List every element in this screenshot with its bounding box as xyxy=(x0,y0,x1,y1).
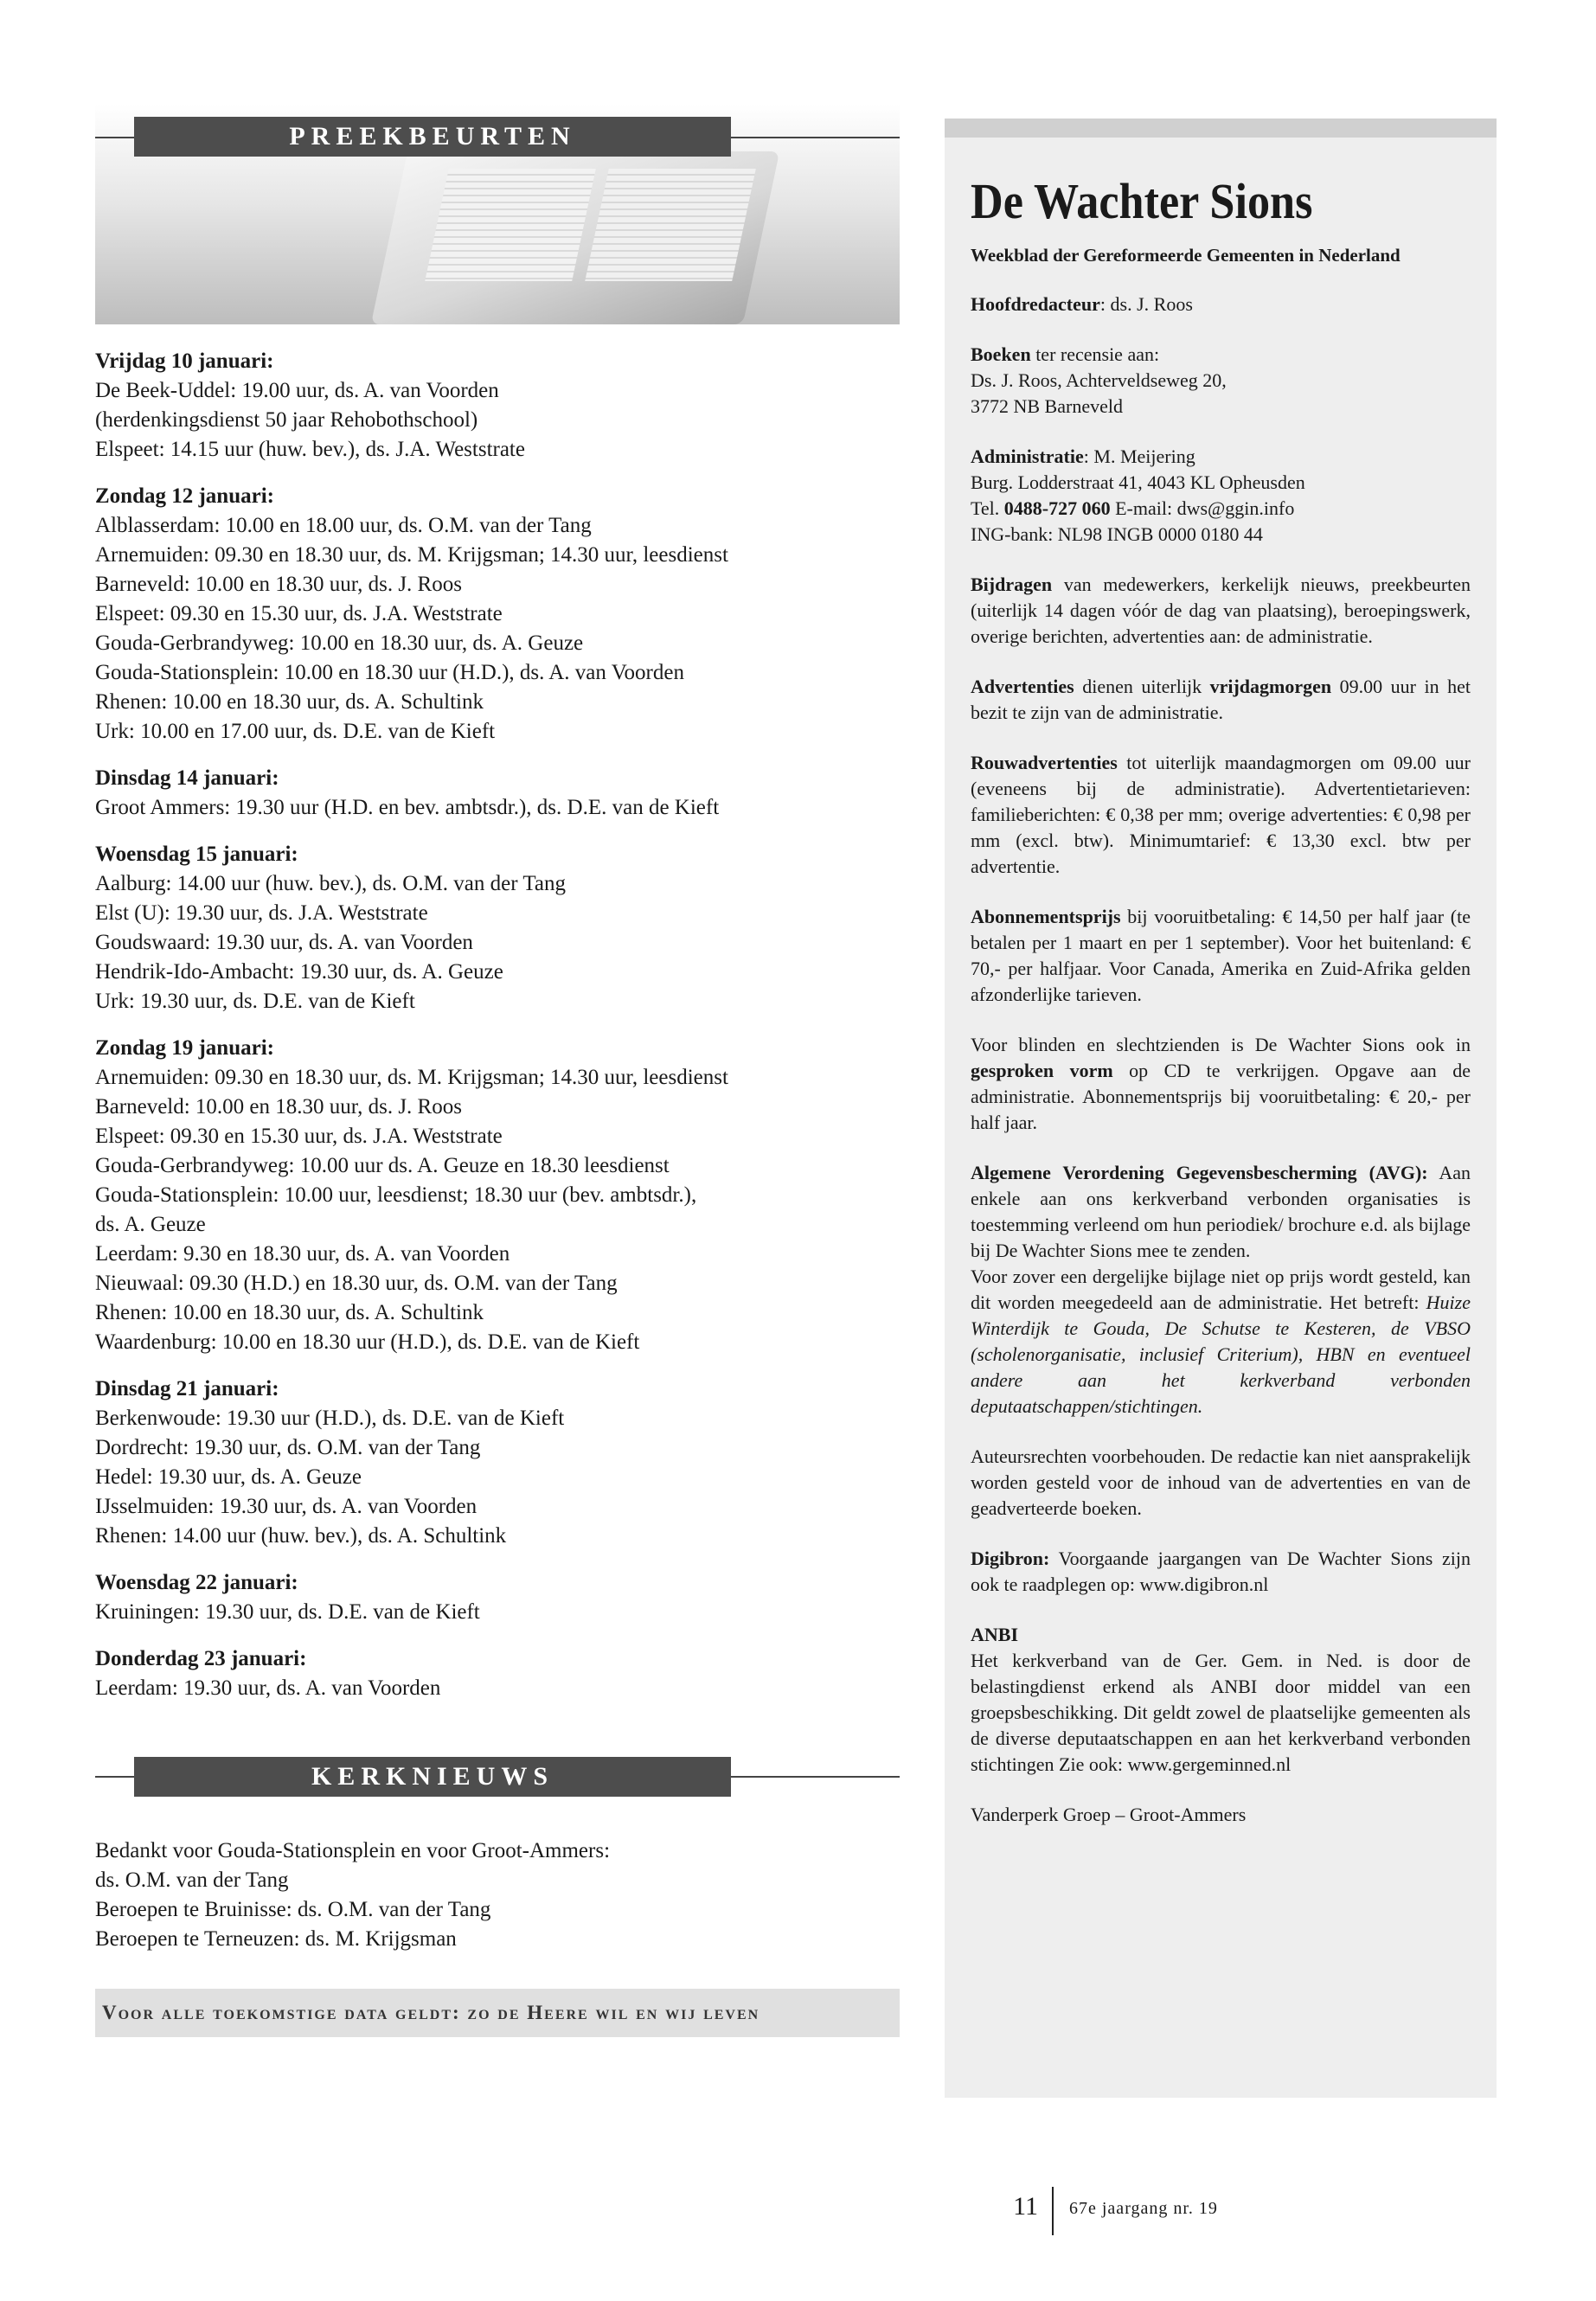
page-separator xyxy=(1052,2187,1054,2235)
magazine-subtitle: Weekblad der Gereformeerde Gemeenten in Nederland xyxy=(971,245,1401,266)
day-title: Woensdag 15 januari: xyxy=(95,843,298,866)
day-block xyxy=(95,1375,900,1551)
day-title: Dinsdag 14 januari: xyxy=(95,766,279,790)
service-line: Alblasserdam: 10.00 en 18.00 uur, ds. O.M. van der Tang xyxy=(95,514,592,537)
hoofdredacteur: Hoofdredacteur: ds. J. Roos xyxy=(971,293,1193,315)
service-line: Nieuwaal: 09.30 (H.D.) en 18.30 uur, ds. O.M. van der Tang xyxy=(95,1272,618,1295)
news-line: Bedankt voor Gouda-Stationsplein en voor Groot-Ammers: xyxy=(95,1839,611,1862)
service-line: Aalburg: 14.00 uur (huw. bev.), ds. O.M. van der Tang xyxy=(95,872,566,895)
masthead-column xyxy=(945,119,1497,2098)
preekbeurten-header xyxy=(95,104,900,324)
service-line: Rhenen: 10.00 en 18.30 uur, ds. A. Schultink xyxy=(95,690,484,714)
footer-note: Voor alle toekomstige data geldt: zo de Heere wil en wij leven xyxy=(95,1989,900,2037)
service-line: Arnemuiden: 09.30 en 18.30 uur, ds. M. Krijgsman; 14.30 uur, leesdienst xyxy=(95,1066,728,1089)
service-line: Barneveld: 10.00 en 18.30 uur, ds. J. Roos xyxy=(95,573,462,596)
day-block xyxy=(95,1034,900,1357)
service-line: De Beek-Uddel: 19.00 uur, ds. A. van Voorden xyxy=(95,379,499,402)
service-line: Elspeet: 09.30 en 15.30 uur, ds. J.A. Weststrate xyxy=(95,602,503,625)
news-line: Beroepen te Bruinisse: ds. O.M. van der Tang xyxy=(95,1898,491,1921)
service-line: Waardenburg: 10.00 en 18.30 uur (H.D.), ds. D.E. van de Kieft xyxy=(95,1330,640,1354)
rouwadvertenties: Rouwadvertenties tot uiterlijk maandagmorgen om 09.00 uur (eveneens bij de administratie). Advertentietarieven: familieberichten: € 0,38 per mm; overige advertenties: € 0,98 per mm (excl. btw). Minimumtarief: € 13,30 excl. btw per advertentie. xyxy=(971,752,1471,877)
boeken: Boeken ter recensie aan: Ds. J. Roos, Achterveldseweg 20, 3772 NB Barneveld xyxy=(971,343,1227,417)
service-line: Hendrik-Ido-Ambacht: 19.30 uur, ds. A. Geuze xyxy=(95,960,503,984)
service-line: IJsselmuiden: 19.30 uur, ds. A. van Voorden xyxy=(95,1495,478,1518)
page-number: 11 xyxy=(1013,2192,1038,2221)
service-line: Gouda-Gerbrandyweg: 10.00 en 18.30 uur, ds. A. Geuze xyxy=(95,631,584,655)
issue-label: 67e jaargang nr. 19 xyxy=(1069,2199,1218,2218)
kerknieuws-header xyxy=(95,1757,900,1797)
service-line: Rhenen: 14.00 uur (huw. bev.), ds. A. Schultink xyxy=(95,1524,507,1548)
service-line: Leerdam: 19.30 uur, ds. A. van Voorden xyxy=(95,1676,441,1700)
day-block xyxy=(95,840,900,1016)
day-title: Zondag 12 januari: xyxy=(95,484,274,508)
day-title: Vrijdag 10 januari: xyxy=(95,349,274,373)
service-line: Hedel: 19.30 uur, ds. A. Geuze xyxy=(95,1465,362,1489)
auteursrechten: Auteursrechten voorbehouden. De redactie kan niet aansprakelijk worden gesteld voor de inhoud van de advertenties en van de geadverteerde boeken. xyxy=(971,1445,1471,1519)
service-line: Elst (U): 19.30 uur, ds. J.A. Weststrate xyxy=(95,901,428,925)
preekbeurten-title: PREEKBEURTEN xyxy=(134,117,731,157)
service-line: Elspeet: 09.30 en 15.30 uur, ds. J.A. Weststrate xyxy=(95,1125,503,1148)
news-line: Beroepen te Terneuzen: ds. M. Krijgsman xyxy=(95,1927,457,1951)
preekbeurten-column xyxy=(95,104,900,2037)
masthead-box xyxy=(945,119,1497,2098)
service-line: Groot Ammers: 19.30 uur (H.D. en bev. ambtsdr.), ds. D.E. van de Kieft xyxy=(95,796,720,819)
service-line: Kruiningen: 19.30 uur, ds. D.E. van de Kieft xyxy=(95,1600,480,1624)
service-line: Urk: 19.30 uur, ds. D.E. van de Kieft xyxy=(95,990,415,1013)
service-line: Urk: 10.00 en 17.00 uur, ds. D.E. van de Kieft xyxy=(95,720,496,743)
day-block xyxy=(95,764,900,823)
administratie: Administratie: M. Meijering Burg. Lodderstraat 41, 4043 KL Opheusden Tel. 0488-727 060 E-mail: dws@ggin.info ING-bank: NL98 INGB 0000 0180 44 xyxy=(971,445,1305,545)
abonnementsprijs: Abonnementsprijs bij vooruitbetaling: € 14,50 per half jaar (te betalen per 1 maart en per 1 september). Voor het buitenland: € 70,- per halfjaar. Voor Canada, Amerika en Zuid-Afrika gelden afzonderlijke tarieven. xyxy=(971,906,1471,1005)
day-block xyxy=(95,347,900,465)
day-title: Woensdag 22 januari: xyxy=(95,1571,298,1594)
digibron: Digibron: Voorgaande jaargangen van De Wachter Sions zijn ook te raadplegen op: www.digibron.nl xyxy=(971,1548,1471,1595)
day-block xyxy=(95,1568,900,1627)
service-line: Gouda-Stationsplein: 10.00 uur, leesdienst; 18.30 uur (bev. ambtsdr.), xyxy=(95,1183,697,1207)
service-line: Gouda-Gerbrandyweg: 10.00 uur ds. A. Geuze en 18.30 leesdienst xyxy=(95,1154,670,1177)
avg: Algemene Verordening Gegevensbescherming (AVG): Aan enkele aan ons kerkverband verbonden organisaties is toestemming verleend om hun periodiek/ brochure e.d. als bijlage bij De Wachter Sions mee te zenden. Voor zover een dergelijke bijlage niet op prijs wordt gesteld, kan dit worden meegedeeld aan de administratie. Het betreft: Huize Winterdijk te Gouda, De Schutse te Kesteren, de VBSO (scholenorganisatie, inclusief Criterium), HBN en eventueel andere aan het kerkverband verbonden deputaatschappen/stichtingen. xyxy=(971,1162,1471,1417)
service-line: Elspeet: 14.15 uur (huw. bev.), ds. J.A. Weststrate xyxy=(95,438,525,461)
day-title: Zondag 19 januari: xyxy=(95,1036,274,1060)
printer: Vanderperk Groep – Groot-Ammers xyxy=(971,1804,1247,1825)
service-line: Barneveld: 10.00 en 18.30 uur, ds. J. Roos xyxy=(95,1095,462,1118)
gesproken-vorm: Voor blinden en slechtzienden is De Wachter Sions ook in gesproken vorm op CD te verkrijgen. Opgave aan de administratie. Abonnementsprijs bij vooruitbetaling: € 20,- per half jaar. xyxy=(971,1034,1471,1133)
day-block xyxy=(95,482,900,747)
service-line: Arnemuiden: 09.30 en 18.30 uur, ds. M. Krijgsman; 14.30 uur, leesdienst xyxy=(95,543,728,567)
magazine-title: De Wachter Sions xyxy=(971,173,1313,229)
service-line: Dordrecht: 19.30 uur, ds. O.M. van der Tang xyxy=(95,1436,481,1459)
service-line: Goudswaard: 19.30 uur, ds. A. van Voorden xyxy=(95,931,473,954)
kerknieuws-body xyxy=(95,1836,900,1954)
day-block xyxy=(95,1644,900,1703)
service-line: Leerdam: 9.30 en 18.30 uur, ds. A. van Voorden xyxy=(95,1242,510,1266)
service-line: Gouda-Stationsplein: 10.00 en 18.30 uur (H.D.), ds. A. van Voorden xyxy=(95,661,684,684)
service-line: (herdenkingsdienst 50 jaar Rehobothschool) xyxy=(95,408,478,432)
day-title: Dinsdag 21 januari: xyxy=(95,1377,279,1400)
news-line: ds. O.M. van der Tang xyxy=(95,1868,289,1892)
service-line: ds. A. Geuze xyxy=(95,1213,206,1236)
service-line: Berkenwoude: 19.30 uur (H.D.), ds. D.E. van de Kieft xyxy=(95,1407,565,1430)
bijdragen: Bijdragen van medewerkers, kerkelijk nieuws, preekbeurten (uiterlijk 14 dagen vóór de dag van plaatsing), beroepingswerk, overige berichten, advertenties aan: de administratie. xyxy=(971,574,1471,647)
services-list xyxy=(95,324,900,1703)
advertenties: Advertenties dienen uiterlijk vrijdagmorgen 09.00 uur in het bezit te zijn van de administratie. xyxy=(971,676,1471,723)
service-line: Rhenen: 10.00 en 18.30 uur, ds. A. Schultink xyxy=(95,1301,484,1324)
anbi: ANBI Het kerkverband van de Ger. Gem. in Ned. is door de belastingdienst erkend als ANBI door middel van een groepsbeschikking. Dit geldt zowel de plaatselijke gemeenten als de diverse deputaatschappen en aan het kerkverband verbonden stichtingen Zie ook: www.gergeminned.nl xyxy=(971,1624,1471,1775)
kerknieuws-title: KERKNIEUWS xyxy=(134,1757,731,1797)
day-title: Donderdag 23 januari: xyxy=(95,1647,307,1670)
